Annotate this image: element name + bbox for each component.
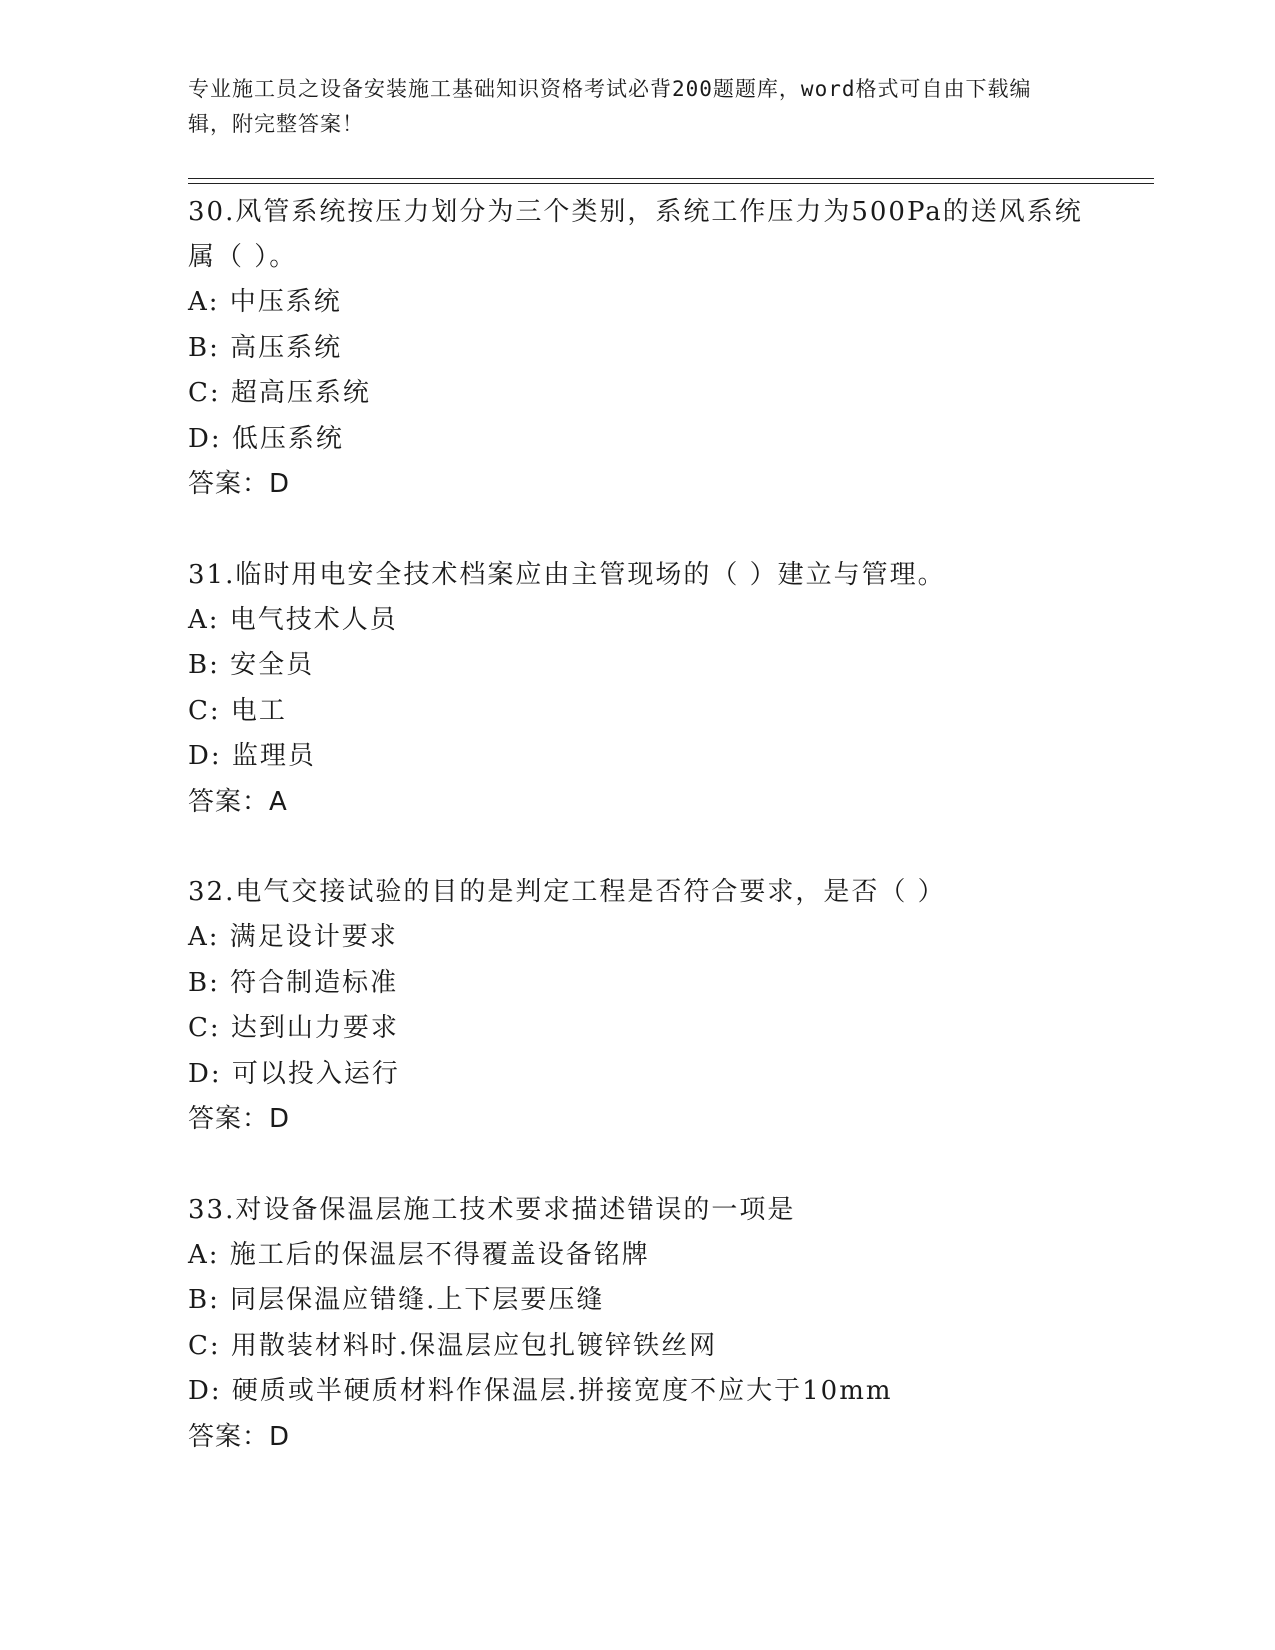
question-33 xyxy=(188,1188,1088,1461)
option-b: B: 符合制造标准 xyxy=(188,967,399,998)
document-header: 专业施工员之设备安装施工基础知识资格考试必背200题题库，word格式可自由下载编辑，附完整答案！ xyxy=(188,77,1032,136)
option-a: A: 电气技术人员 xyxy=(188,604,398,635)
option-d: D: 硬质或半硬质材料作保温层.拼接宽度不应大于10mm xyxy=(188,1376,893,1406)
answer: 答案：D xyxy=(188,1104,291,1134)
question-stem: 31.临时用电安全技术档案应由主管现场的（ ）建立与管理。 xyxy=(188,559,946,590)
header-rule-top xyxy=(188,178,1154,179)
question-31 xyxy=(188,553,1088,826)
option-c: C: 超高压系统 xyxy=(188,378,371,408)
question-stem: 32.电气交接试验的目的是判定工程是否符合要求，是否（ ） xyxy=(188,877,946,907)
option-d: D: 可以投入运行 xyxy=(188,1058,400,1089)
option-b: B: 同层保温应错缝.上下层要压缝 xyxy=(188,1285,605,1315)
question-32 xyxy=(188,870,1088,1143)
option-b: B: 安全员 xyxy=(188,650,315,680)
option-a: A: 施工后的保温层不得覆盖设备铭牌 xyxy=(188,1239,650,1270)
option-b: B: 高压系统 xyxy=(188,332,343,363)
answer: 答案：A xyxy=(188,786,288,817)
question-stem: 33.对设备保温层施工技术要求描述错误的一项是 xyxy=(188,1194,796,1225)
question-30 xyxy=(188,190,1088,508)
question-list xyxy=(188,190,1088,1505)
option-a: A: 满足设计要求 xyxy=(188,922,398,952)
question-stem: 30.风管系统按压力划分为三个类别，系统工作压力为500Pa的送风系统属（ ）。 xyxy=(188,197,1083,272)
answer: 答案：D xyxy=(188,469,291,499)
answer: 答案：D xyxy=(188,1421,291,1452)
option-a: A: 中压系统 xyxy=(188,287,342,317)
option-d: D: 低压系统 xyxy=(188,423,344,454)
option-c: C: 用散装材料时.保温层应包扎镀锌铁丝网 xyxy=(188,1330,718,1361)
option-d: D: 监理员 xyxy=(188,741,316,771)
header-rule-bottom xyxy=(188,183,1154,184)
option-c: C: 电工 xyxy=(188,695,287,726)
option-c: C: 达到山力要求 xyxy=(188,1013,399,1043)
